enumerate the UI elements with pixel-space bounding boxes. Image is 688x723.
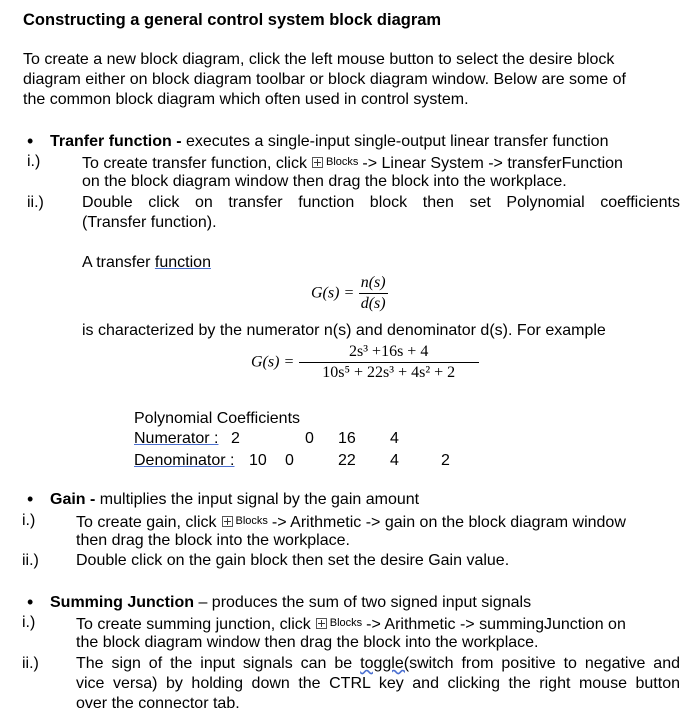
sum-step1-pre: To create summing junction, click xyxy=(76,616,311,633)
bullet-icon: • xyxy=(27,592,34,612)
denominator-label: Denominator : xyxy=(134,452,235,469)
gain-step2-number: ii.) xyxy=(22,552,39,569)
sum-step2-post: switch from positive to negative and xyxy=(409,655,680,672)
eq2-denominator: 10s⁵ + 22s³ + 4s² + 2 xyxy=(299,362,479,383)
tf-heading-line xyxy=(50,132,608,152)
eq2-numerator: 2s³ +16s + 4 xyxy=(349,343,429,360)
bullet-icon: • xyxy=(27,131,34,151)
gain-step2: Double click on the gain block then set the desire Gain value. xyxy=(76,552,510,569)
tf-heading: Tranfer function - xyxy=(50,133,182,150)
gain-heading-line xyxy=(50,490,419,510)
sum-heading-line xyxy=(50,593,531,613)
equation-2 xyxy=(251,342,479,383)
eq2-fraction xyxy=(299,342,479,383)
intro-line-2: diagram either on block diagram toolbar or block diagram window. Below are some of xyxy=(23,71,626,88)
sum-step2-pre: The sign of the input signals can be xyxy=(76,655,361,672)
tf-step2-line1: Double click on transfer function block then set Polynomial coefficients xyxy=(82,194,680,211)
eq1-lhs: G(s) = xyxy=(311,284,355,302)
tf-step2-line2: (Transfer function). xyxy=(82,214,217,231)
function-link[interactable]: function xyxy=(154,254,211,271)
intro-line-1: To create a new block diagram, click the left mouse button to select the desire block xyxy=(23,51,615,68)
tf-step1-number: i.) xyxy=(27,153,41,170)
page-title: Constructing a general control system block diagram xyxy=(23,11,442,29)
a-transfer-function-text xyxy=(82,253,211,273)
tf-step1-line2: on the block diagram window then drag the block into the workplace. xyxy=(82,173,567,190)
eq1-numerator: n(s) xyxy=(360,274,386,291)
tf-step1-line1 xyxy=(82,152,623,174)
sum-step2-line2: vice versa) by holding down the CTRL key and clicking the right mouse button xyxy=(76,675,680,692)
blocks-menu-label[interactable]: Blocks xyxy=(329,617,363,629)
gain-step1-post: -> Arithmetic -> gain on the block diagram window xyxy=(271,514,626,531)
expand-plus-icon[interactable] xyxy=(316,618,327,629)
sum-step1-number: i.) xyxy=(22,614,36,631)
bullet-icon: • xyxy=(27,489,34,509)
gain-heading-rest: multiplies the input signal by the gain amount xyxy=(95,491,420,508)
tf-heading-rest: executes a single-input single-output linear transfer function xyxy=(181,133,609,150)
polynomial-heading: Polynomial Coefficients xyxy=(134,410,301,427)
denominator-value: 10 xyxy=(249,452,267,469)
eq1-denominator: d(s) xyxy=(360,295,386,312)
denominator-value: 0 xyxy=(285,452,294,469)
sum-step1-line2: the block diagram window then drag the block into the workplace. xyxy=(76,634,539,651)
a-transfer-pre: A transfer xyxy=(82,254,155,271)
denominator-value: 2 xyxy=(441,452,450,469)
sum-step1-line1 xyxy=(76,613,626,635)
tf-step1-pre: To create transfer function, click xyxy=(82,155,307,172)
denominator-value: 4 xyxy=(390,452,399,469)
gain-step1-pre: To create gain, click xyxy=(76,514,217,531)
sum-step1-post: -> Arithmetic -> summingJunction on xyxy=(366,616,626,633)
numerator-value: 2 xyxy=(231,430,240,447)
intro-line-3: the common block diagram which often used in control system. xyxy=(23,91,469,108)
sum-step2-line3: over the connector tab. xyxy=(76,695,240,712)
gain-step1-line1 xyxy=(76,511,626,533)
blocks-menu-label[interactable]: Blocks xyxy=(325,156,359,168)
numerator-value: 0 xyxy=(305,430,314,447)
gain-step1-number: i.) xyxy=(22,512,36,529)
blocks-menu-label[interactable]: Blocks xyxy=(235,515,268,527)
tf-step1-post: -> Linear System -> transferFunction xyxy=(362,155,623,172)
tf-step2-number: ii.) xyxy=(27,194,44,211)
gain-heading: Gain - xyxy=(50,491,96,508)
characterized-text: is characterized by the numerator n(s) and denominator d(s). For example xyxy=(82,322,606,339)
sum-step2-line1 xyxy=(76,654,680,674)
numerator-label: Numerator : xyxy=(134,430,219,447)
numerator-value: 4 xyxy=(390,430,399,447)
sum-heading-rest: – produces the sum of two signed input signals xyxy=(194,594,532,611)
denominator-value: 22 xyxy=(338,452,356,469)
sum-heading: Summing Junction xyxy=(50,594,194,611)
eq1-fraction xyxy=(359,273,388,314)
equation-1 xyxy=(311,273,388,314)
numerator-value: 16 xyxy=(338,430,356,447)
gain-step1-line2: then drag the block into the workplace. xyxy=(76,532,350,549)
expand-plus-icon[interactable] xyxy=(222,516,233,527)
eq2-lhs: G(s) = xyxy=(251,353,295,371)
expand-plus-icon[interactable] xyxy=(312,157,323,168)
sum-step2-number: ii.) xyxy=(22,655,39,672)
toggle-link[interactable]: toggle( xyxy=(360,655,410,672)
